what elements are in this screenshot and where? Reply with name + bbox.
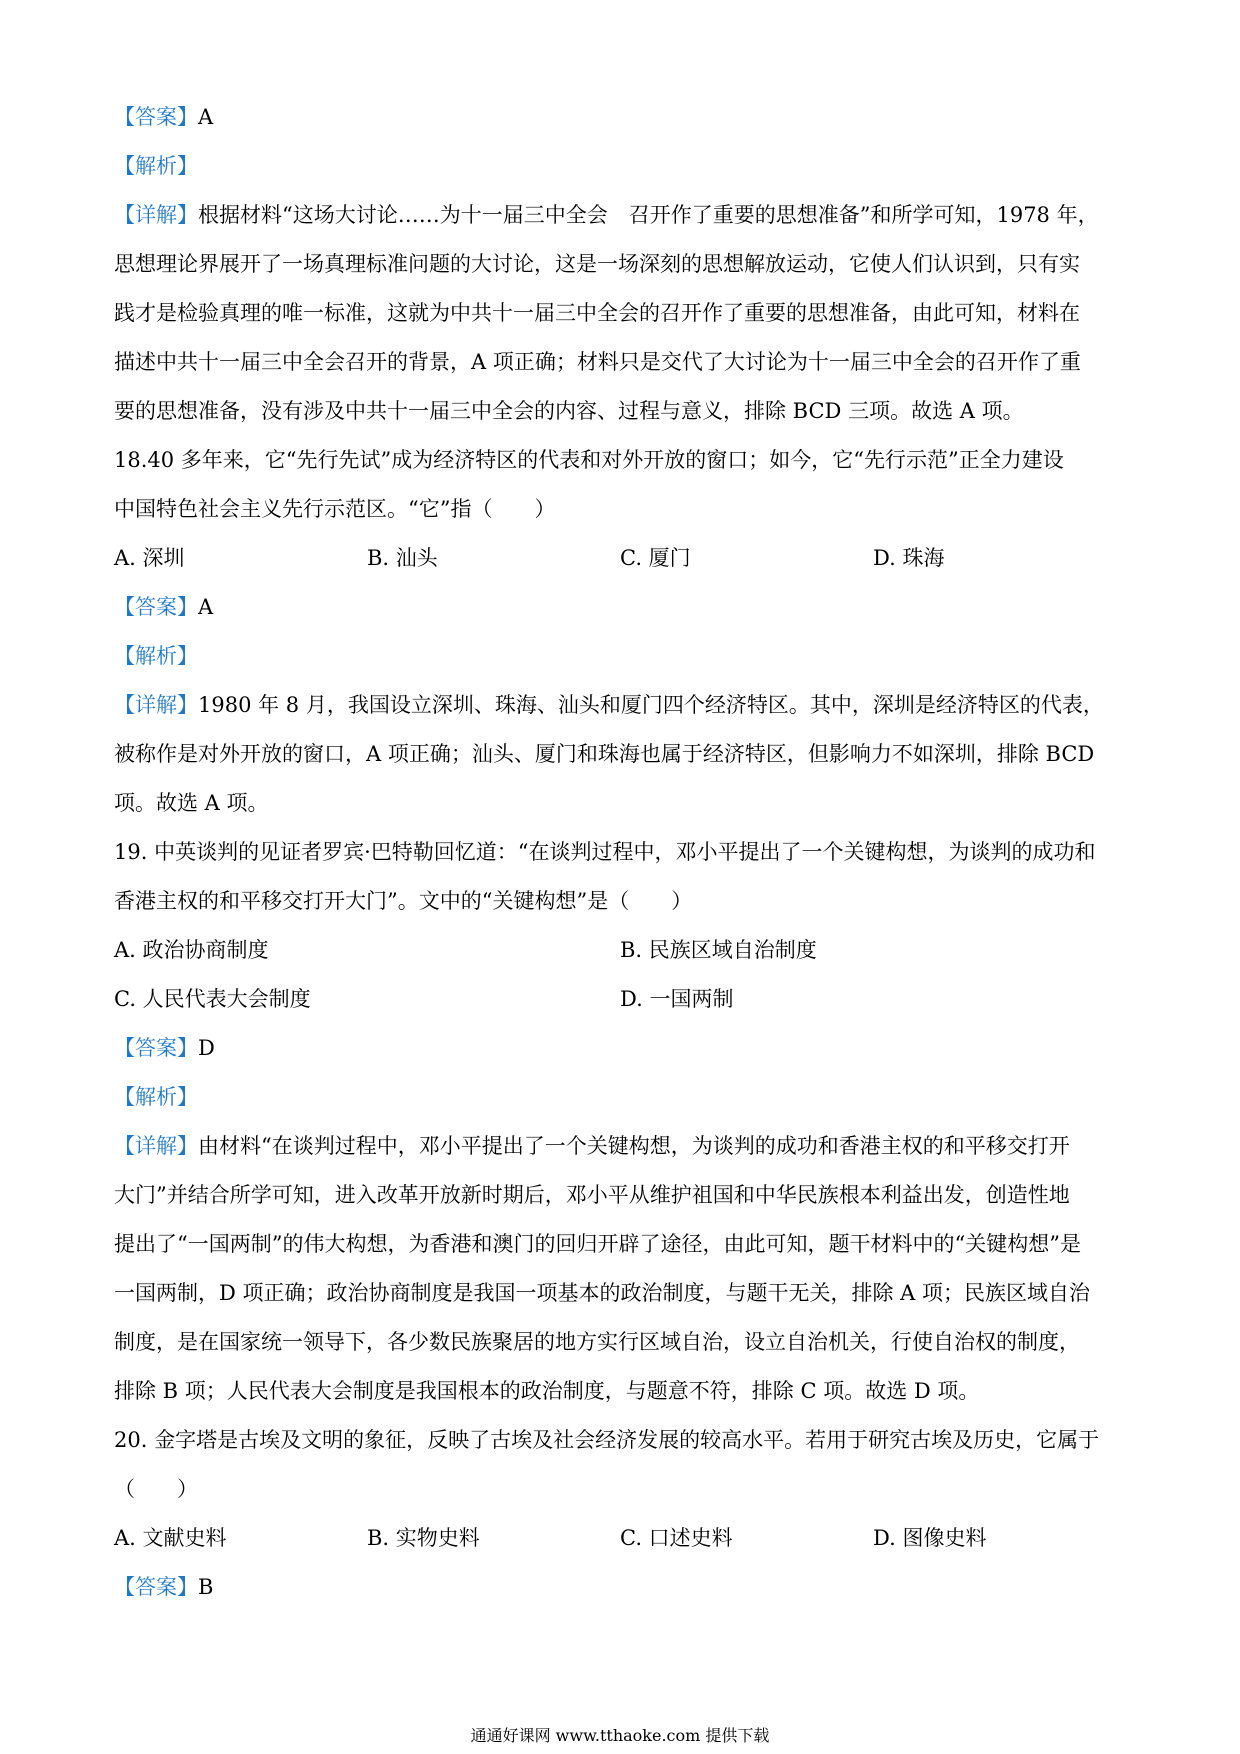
detail-line: 践才是检验真理的唯一标准，这就为中共十一届三中全会的召开作了重要的思想准备，由此可知，材料在 <box>114 301 1080 325</box>
answer-line <box>114 594 213 620</box>
option-a: A. 文献史料 <box>114 1526 227 1550</box>
answer-tag: 【答案】 <box>114 1575 198 1599</box>
detail-line: 制度，是在国家统一领导下，各少数民族聚居的地方实行区域自治，设立自治机关，行使自治权的制度， <box>114 1330 1080 1354</box>
answer-value: B <box>198 1575 214 1599</box>
detail-line: 提出了“一国两制”的伟大构想，为香港和澳门的回归开辟了途径，由此可知，题干材料中的“关键构想”是 <box>114 1232 1081 1256</box>
option-c: C. 厦门 <box>620 546 691 570</box>
option-b: B. 实物史料 <box>367 1526 480 1550</box>
answer-value: D <box>198 1036 215 1060</box>
answer-value: A <box>198 105 214 129</box>
question-stem: （ ） <box>114 1477 198 1501</box>
option-a: A. 政治协商制度 <box>114 938 269 962</box>
detail-line: 描述中共十一届三中全会召开的背景，A 项正确；材料只是交代了大讨论为十一届三中全会的召开作了重 <box>114 350 1081 374</box>
question-stem: 中国特色社会主义先行示范区。“它”指（ ） <box>114 497 556 521</box>
option-d: D. 一国两制 <box>620 987 734 1011</box>
option-d: D. 图像史料 <box>873 1526 987 1550</box>
detail-tag: 【详解】 <box>114 693 198 717</box>
footer-text: 通通好课网 www.tthaoke.com 提供下载 <box>470 1726 770 1745</box>
answer-tag: 【答案】 <box>114 1036 198 1060</box>
detail-text: 1980 年 8 月，我国设立深圳、珠海、汕头和厦门四个经济特区。其中，深圳是经济特区的代表， <box>198 693 1104 717</box>
detail-tag: 【详解】 <box>114 1134 198 1158</box>
option-c: C. 人民代表大会制度 <box>114 987 311 1011</box>
detail-line: 大门”并结合所学可知，进入改革开放新时期后，邓小平从维护祖国和中华民族根本利益出发，创造性地 <box>114 1183 1070 1207</box>
detail-text: 由材料“在谈判过程中，邓小平提出了一个关键构想，为谈判的成功和香港主权的和平移交打开 <box>198 1134 1070 1158</box>
option-c: C. 口述史料 <box>620 1526 733 1550</box>
analysis-tag: 【解析】 <box>114 1085 198 1109</box>
option-b: B. 汕头 <box>367 546 438 570</box>
answer-line <box>114 104 213 130</box>
detail-line: 项。故选 A 项。 <box>114 791 269 815</box>
detail-line: 要的思想准备，没有涉及中共十一届三中全会的内容、过程与意义，排除 BCD 三项。故选 A 项。 <box>114 399 1024 423</box>
detail-tag: 【详解】 <box>114 203 198 227</box>
detail-line: 一国两制，D 项正确；政治协商制度是我国一项基本的政治制度，与题干无关，排除 A 项；民族区域自治 <box>114 1281 1091 1305</box>
answer-line <box>114 1574 213 1600</box>
answer-tag: 【答案】 <box>114 105 198 129</box>
option-b: B. 民族区域自治制度 <box>620 938 817 962</box>
detail-line: 被称作是对外开放的窗口，A 项正确；汕头、厦门和珠海也属于经济特区，但影响力不如深圳，排除 BCD <box>114 742 1095 766</box>
question-stem: 香港主权的和平移交打开大门”。文中的“关键构想”是（ ） <box>114 889 693 913</box>
question-stem: 20. 金字塔是古埃及文明的象征，反映了古埃及社会经济发展的较高水平。若用于研究古埃及历史，它属于 <box>114 1428 1100 1452</box>
option-a: A. 深圳 <box>114 546 185 570</box>
detail-text: 根据材料“这场大讨论……为十一届三中全会 召开作了重要的思想准备”和所学可知，1978 年， <box>198 203 1099 227</box>
question-stem: 18.40 多年来，它“先行先试”成为经济特区的代表和对外开放的窗口；如今，它“先行示范”正全力建设 <box>114 448 1064 472</box>
detail-line: 排除 B 项；人民代表大会制度是我国根本的政治制度，与题意不符，排除 C 项。故选 D 项。 <box>114 1379 980 1403</box>
detail-line <box>114 1133 1070 1159</box>
answer-value: A <box>198 595 214 619</box>
answer-tag: 【答案】 <box>114 595 198 619</box>
question-stem: 19. 中英谈判的见证者罗宾·巴特勒回忆道：“在谈判过程中，邓小平提出了一个关键构想，为谈判的成功和 <box>114 840 1096 864</box>
detail-line: 思想理论界展开了一场真理标准问题的大讨论，这是一场深刻的思想解放运动，它使人们认识到，只有实 <box>114 252 1080 276</box>
analysis-tag: 【解析】 <box>114 154 198 178</box>
answer-line <box>114 1035 215 1061</box>
detail-line <box>114 202 1099 228</box>
analysis-tag: 【解析】 <box>114 644 198 668</box>
option-d: D. 珠海 <box>873 546 945 570</box>
detail-line <box>114 692 1104 718</box>
